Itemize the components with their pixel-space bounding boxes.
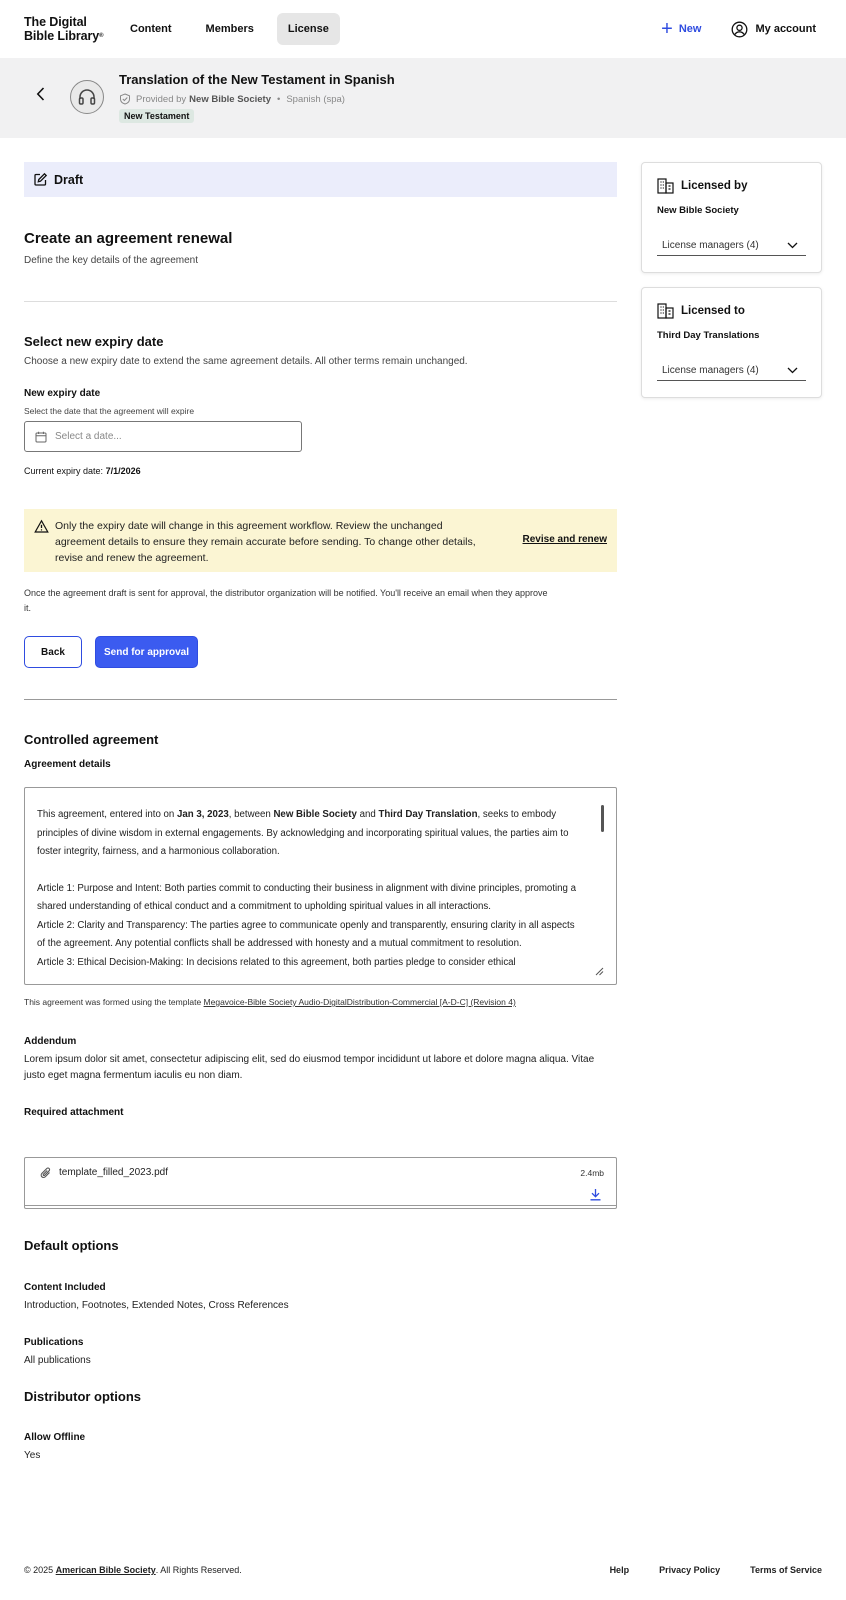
logo[interactable] — [24, 15, 119, 43]
resize-handle-icon[interactable] — [595, 967, 604, 976]
allow-offline-label: Allow Offline — [24, 1432, 86, 1443]
warning-text — [55, 518, 495, 566]
logo-line2: Bible Library — [24, 29, 100, 43]
attachment-card[interactable] — [24, 1157, 617, 1209]
licensed-to-card — [641, 287, 822, 398]
content-included-label: Content Included — [24, 1282, 106, 1293]
licensed-to-org: Third Day Translations — [657, 330, 760, 341]
divider — [24, 301, 617, 302]
nav-content[interactable]: Content — [130, 23, 172, 35]
top-nav — [0, 0, 846, 58]
licensed-to-managers-select[interactable] — [657, 361, 806, 381]
allow-offline-value: Yes — [24, 1450, 41, 1461]
headphones-icon — [77, 87, 97, 107]
verified-shield-icon — [119, 93, 131, 105]
provider-name: New Bible Society — [189, 93, 272, 105]
resource-title: Translation of the New Testament in Spanish — [119, 72, 395, 87]
required-attachment-label: Required attachment — [24, 1107, 124, 1118]
renewal-subtitle: Define the key details of the agreement — [24, 255, 198, 266]
warning-triangle-icon — [34, 519, 49, 534]
licensed-to-heading — [657, 303, 745, 319]
draft-label: Draft — [54, 172, 84, 187]
agreement-article-2: Article 2: Clarity and Transparency: The parties agree to communicate openly and transparently, ensuring clarity in all aspects of the agreement. Any potential conflicts shall be addressed with honesty and a mutual commitment to resolution. — [37, 919, 575, 949]
licensed-by-org: New Bible Society — [657, 205, 739, 216]
account-icon — [731, 21, 748, 38]
template-note — [24, 997, 516, 1007]
expiry-section-subtitle: Choose a new expiry date to extend the same agreement details. All other terms remain unchanged. — [24, 356, 468, 367]
building-icon — [657, 303, 674, 319]
agreement-article-1: Article 1: Purpose and Intent: Both parties commit to conducting their business in alignment with divine principles, promoting a shared understanding of ethical conduct and a commitment to upholding spiritual values in all interactions. — [37, 882, 577, 912]
chevron-down-icon — [787, 367, 798, 374]
current-expiry-value: 7/1/2026 — [105, 466, 141, 476]
licensed-by-card — [641, 162, 822, 273]
logo-line1: The Digital — [24, 15, 87, 29]
addendum-label: Addendum — [24, 1036, 77, 1047]
calendar-icon — [35, 431, 47, 443]
controlled-agreement-title: Controlled agreement — [24, 732, 159, 747]
template-prefix: This agreement was formed using the template — [24, 997, 204, 1007]
default-options-title: Default options — [24, 1238, 119, 1253]
footer — [24, 1565, 822, 1575]
expiry-field-help: Select the date that the agreement will expire — [24, 406, 195, 416]
logo-mark: ® — [99, 33, 104, 39]
language: Spanish (spa) — [286, 93, 345, 105]
nav-members[interactable]: Members — [205, 23, 254, 35]
licensed-by-heading — [657, 178, 747, 194]
revise-and-renew-link[interactable]: Revise and renew — [522, 534, 607, 545]
licensed-to-title: Licensed to — [681, 305, 745, 317]
meta-separator: • — [277, 93, 281, 105]
publications-value: All publications — [24, 1355, 91, 1366]
warning-line1: Only the expiry date will change in this agreement workflow. Review the unchanged — [55, 520, 443, 532]
provided-by-prefix: Provided by — [136, 93, 187, 105]
new-button[interactable] — [661, 19, 701, 39]
nav-license[interactable]: License — [277, 13, 340, 45]
agreement-details-label: Agreement details — [24, 759, 111, 770]
licensed-by-managers-value: License managers (4) — [662, 240, 759, 251]
building-icon — [657, 178, 674, 194]
textarea-scrollbar[interactable] — [601, 805, 604, 832]
new-label: New — [678, 23, 702, 35]
main-column — [24, 162, 617, 1461]
agreement-details-textarea[interactable] — [24, 787, 617, 985]
licensed-by-title: Licensed by — [681, 180, 748, 192]
resource-meta — [119, 93, 345, 105]
warning-line3: revise and renew the agreement. — [55, 552, 209, 564]
approval-notice — [24, 586, 584, 616]
expiry-section-title: Select new expiry date — [24, 334, 164, 349]
addendum-text: Lorem ipsum dolor sit amet, consectetur adipiscing elit, sed do eiusmod tempor incididunt ut labore et dolore magna aliqua. Vitae justo eget magna fermentum iaculis eu non diam. — [24, 1054, 595, 1081]
draft-status-banner — [24, 162, 617, 197]
approval-notice-line1: Once the agreement draft is sent for approval, the distributor organization will be notified. You'll receive an email when they approve — [24, 588, 548, 598]
current-expiry — [24, 466, 141, 476]
warning-line2: agreement details to ensure they remain accurate before sending. To change other details, — [55, 536, 476, 548]
distributor-options-title: Distributor options — [24, 1389, 141, 1404]
testament-tag: New Testament — [119, 109, 194, 123]
chevron-down-icon — [787, 242, 798, 249]
account-label: My account — [755, 23, 816, 35]
divider — [24, 1205, 617, 1206]
footer-terms-link[interactable]: Terms of Service — [750, 1565, 822, 1575]
publications-label: Publications — [24, 1337, 84, 1348]
renewal-title: Create an agreement renewal — [24, 230, 233, 247]
expiry-field-label: New expiry date — [24, 388, 101, 399]
edit-icon — [33, 172, 48, 187]
back-button[interactable]: Back — [24, 636, 82, 668]
licensed-to-managers-value: License managers (4) — [662, 365, 759, 376]
footer-org-link[interactable]: American Bible Society — [55, 1565, 156, 1575]
content-included-value: Introduction, Footnotes, Extended Notes, Cross References — [24, 1300, 289, 1311]
expiry-date-input[interactable] — [24, 421, 302, 452]
send-for-approval-button[interactable]: Send for approval — [95, 636, 198, 668]
date-placeholder: Select a date... — [55, 431, 122, 442]
approval-notice-line2: it. — [24, 603, 32, 613]
agreement-article-3: Article 3: Ethical Decision-Making: In decisions related to this agreement, both parties pledge to consider ethical — [37, 956, 516, 968]
nav-links — [119, 13, 352, 45]
download-icon[interactable] — [589, 1188, 602, 1201]
attachment-filename: template_filled_2023.pdf — [59, 1167, 168, 1178]
resource-header — [0, 58, 846, 138]
current-expiry-label: Current expiry date: — [24, 466, 104, 476]
copyright: © 2025 American Bible Society. All Rights Reserved. — [24, 1565, 242, 1575]
warning-banner — [24, 509, 617, 572]
my-account-button[interactable] — [731, 21, 816, 38]
licensed-by-managers-select[interactable] — [657, 236, 806, 256]
back-chevron-icon[interactable] — [34, 86, 48, 102]
footer-privacy-link[interactable]: Privacy Policy — [659, 1565, 721, 1575]
divider — [24, 699, 617, 700]
agreement-paragraph: This agreement, entered into on Jan 3, 2023, between New Bible Society and Third Day Translation, seeks to embody principles of divine wisdom in external engagements. By acknowledging and incorporating spiritual values, the parties aim to foster integrity, fairness, and a harmonious collaboration. — [37, 809, 569, 857]
attachment-size: 2.4mb — [580, 1168, 604, 1178]
paperclip-icon — [40, 1166, 52, 1180]
plus-icon: + — [661, 18, 673, 40]
template-link[interactable]: Megavoice-Bible Society Audio-DigitalDistribution-Commercial [A-D-C] (Revision 4) — [203, 997, 516, 1007]
footer-help-link[interactable]: Help — [609, 1565, 630, 1575]
audio-avatar — [70, 80, 104, 114]
